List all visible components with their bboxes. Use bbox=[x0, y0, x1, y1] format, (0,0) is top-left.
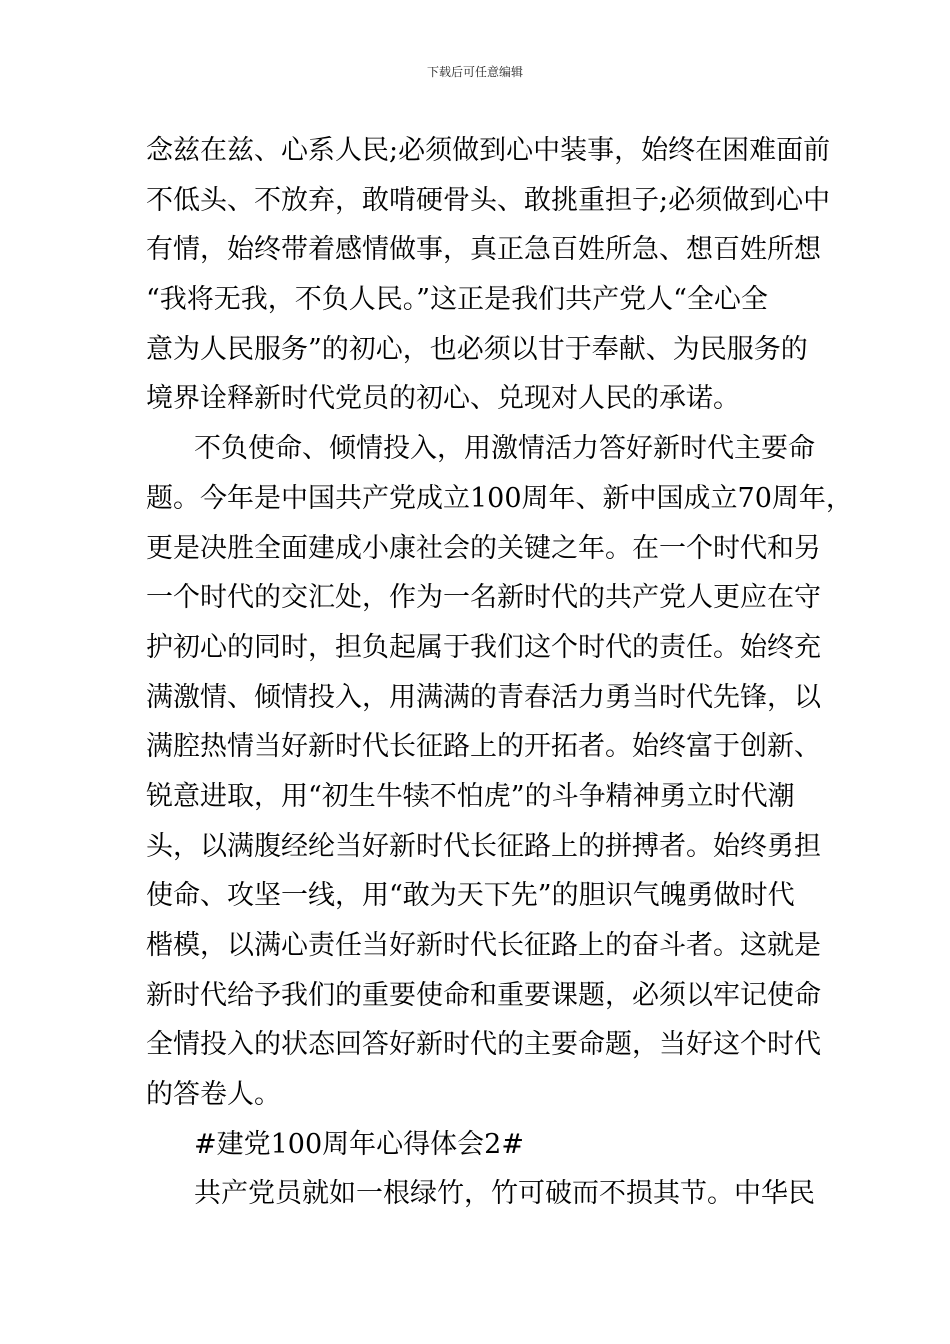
text-line: 念兹在兹、心系人民;必须做到心中装事，始终在困难面前 bbox=[146, 135, 831, 166]
text-line: 护初心的同时，担负起属于我们这个时代的责任。始终充 bbox=[146, 631, 821, 663]
text-line: 新时代给予我们的重要使命和重要课题，必须以牢记使命 bbox=[146, 979, 821, 1011]
text-line: 不低头、不放弃，敢啃硬骨头、敢挑重担子;必须做到心中 bbox=[146, 184, 831, 216]
text-line: “我将无我，不负人民。”这正是我们共产党人“全心全 bbox=[146, 284, 768, 316]
text-line: 楷模，以满心责任当好新时代长征路上的奋斗者。这就是 bbox=[146, 930, 821, 961]
text-line: 头，以满腹经纶当好新时代长征路上的拼搏者。始终勇担 bbox=[146, 830, 821, 862]
text-line: 的答卷人。 bbox=[146, 1079, 281, 1111]
text-line: 满激情、倾情投入，用满满的青春活力勇当时代先锋，以 bbox=[146, 681, 821, 713]
text-line: 一个时代的交汇处，作为一名新时代的共产党人更应在守 bbox=[146, 582, 821, 614]
section-heading: #建党100周年心得体会2# bbox=[194, 1128, 524, 1160]
text-line: 题。今年是中国共产党成立100周年、新中国成立70周年， bbox=[146, 482, 853, 514]
document-body bbox=[146, 126, 853, 1219]
page-header: 下载后可任意编辑 bbox=[426, 65, 523, 79]
text-line: 满腔热情当好新时代长征路上的开拓者。始终富于创新、 bbox=[146, 731, 821, 763]
text-line: 更是决胜全面建成小康社会的关键之年。在一个时代和另 bbox=[146, 532, 821, 564]
text-line: 有情，始终带着感情做事，真正急百姓所急、想百姓所想 bbox=[146, 234, 821, 266]
paragraph-start-line: 共产党员就如一根绿竹，竹可破而不损其节。中华民 bbox=[194, 1178, 815, 1210]
text-line: 使命、攻坚一线，用“敢为天下先”的胆识气魄勇做时代 bbox=[146, 880, 795, 912]
text-line: 全情投入的状态回答好新时代的主要命题，当好这个时代 bbox=[146, 1029, 821, 1061]
paragraph-start-line: 不负使命、倾情投入，用激情活力答好新时代主要命 bbox=[194, 433, 815, 465]
text-line: 锐意进取，用“初生牛犊不怕虎”的斗争精神勇立时代潮 bbox=[146, 780, 795, 812]
text-line: 境界诠释新时代党员的初心、兑现对人民的承诺。 bbox=[146, 383, 740, 415]
text-line: 意为人民服务”的初心，也必须以甘于奉献、为民服务的 bbox=[146, 333, 808, 365]
